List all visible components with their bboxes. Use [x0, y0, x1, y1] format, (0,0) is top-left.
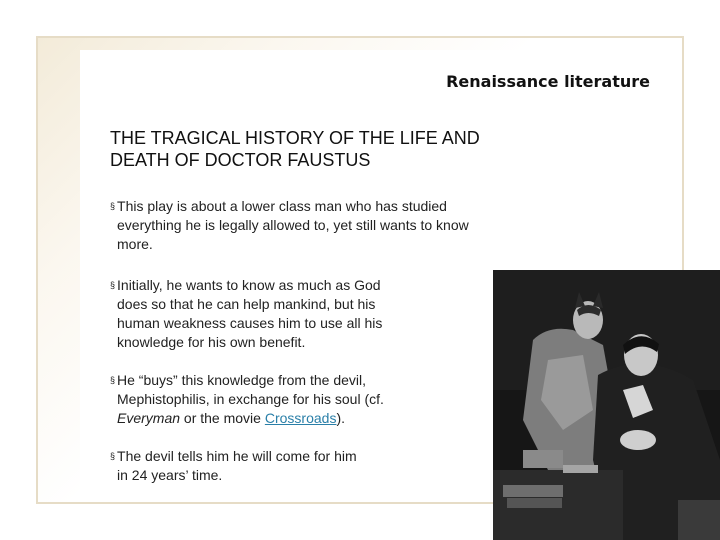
bullet-text: knowledge for his own benefit. — [117, 334, 306, 350]
heading-line-2: DEATH OF DOCTOR FAUSTUS — [110, 150, 371, 170]
bullet-text: everything he is legally allowed to, yet still wants to know — [117, 217, 469, 233]
bullet-marker: § — [110, 375, 116, 385]
bullet-text: ). — [336, 410, 346, 426]
crossroads-link[interactable]: Crossroads — [264, 410, 337, 426]
everyman-title: Everyman — [117, 410, 181, 426]
bullet-text-line-3 — [110, 409, 440, 428]
faustus-mephistophilis-photo — [493, 270, 720, 540]
bullet-marker: § — [110, 451, 116, 461]
bullet-text: Initially, he wants to know as much as God — [117, 277, 381, 293]
bullet-4 — [110, 447, 410, 485]
bullet-text: in 24 years’ time. — [117, 467, 223, 483]
bullet-text: Mephistophilis, in exchange for his soul (cf. — [117, 391, 384, 407]
section-title: Renaissance literature — [446, 72, 650, 91]
heading-line-1: THE TRAGICAL HISTORY OF THE LIFE AND — [110, 128, 480, 148]
bullet-2 — [110, 276, 440, 352]
bullet-text: The devil tells him he will come for him — [117, 448, 357, 464]
bullet-text: This play is about a lower class man who has studied — [117, 198, 447, 214]
bullet-marker: § — [110, 280, 116, 290]
bullet-text: more. — [117, 236, 153, 252]
slide-heading — [110, 127, 570, 171]
bullet-text: does so that he can help mankind, but his — [117, 296, 376, 312]
bullet-text: or the movie — [180, 410, 265, 426]
bullet-text: human weakness causes him to use all his — [117, 315, 383, 331]
bullet-text: He “buys” this knowledge from the devil, — [117, 372, 367, 388]
bullet-marker: § — [110, 201, 116, 211]
bullet-3 — [110, 371, 440, 428]
bullet-1 — [110, 197, 530, 254]
